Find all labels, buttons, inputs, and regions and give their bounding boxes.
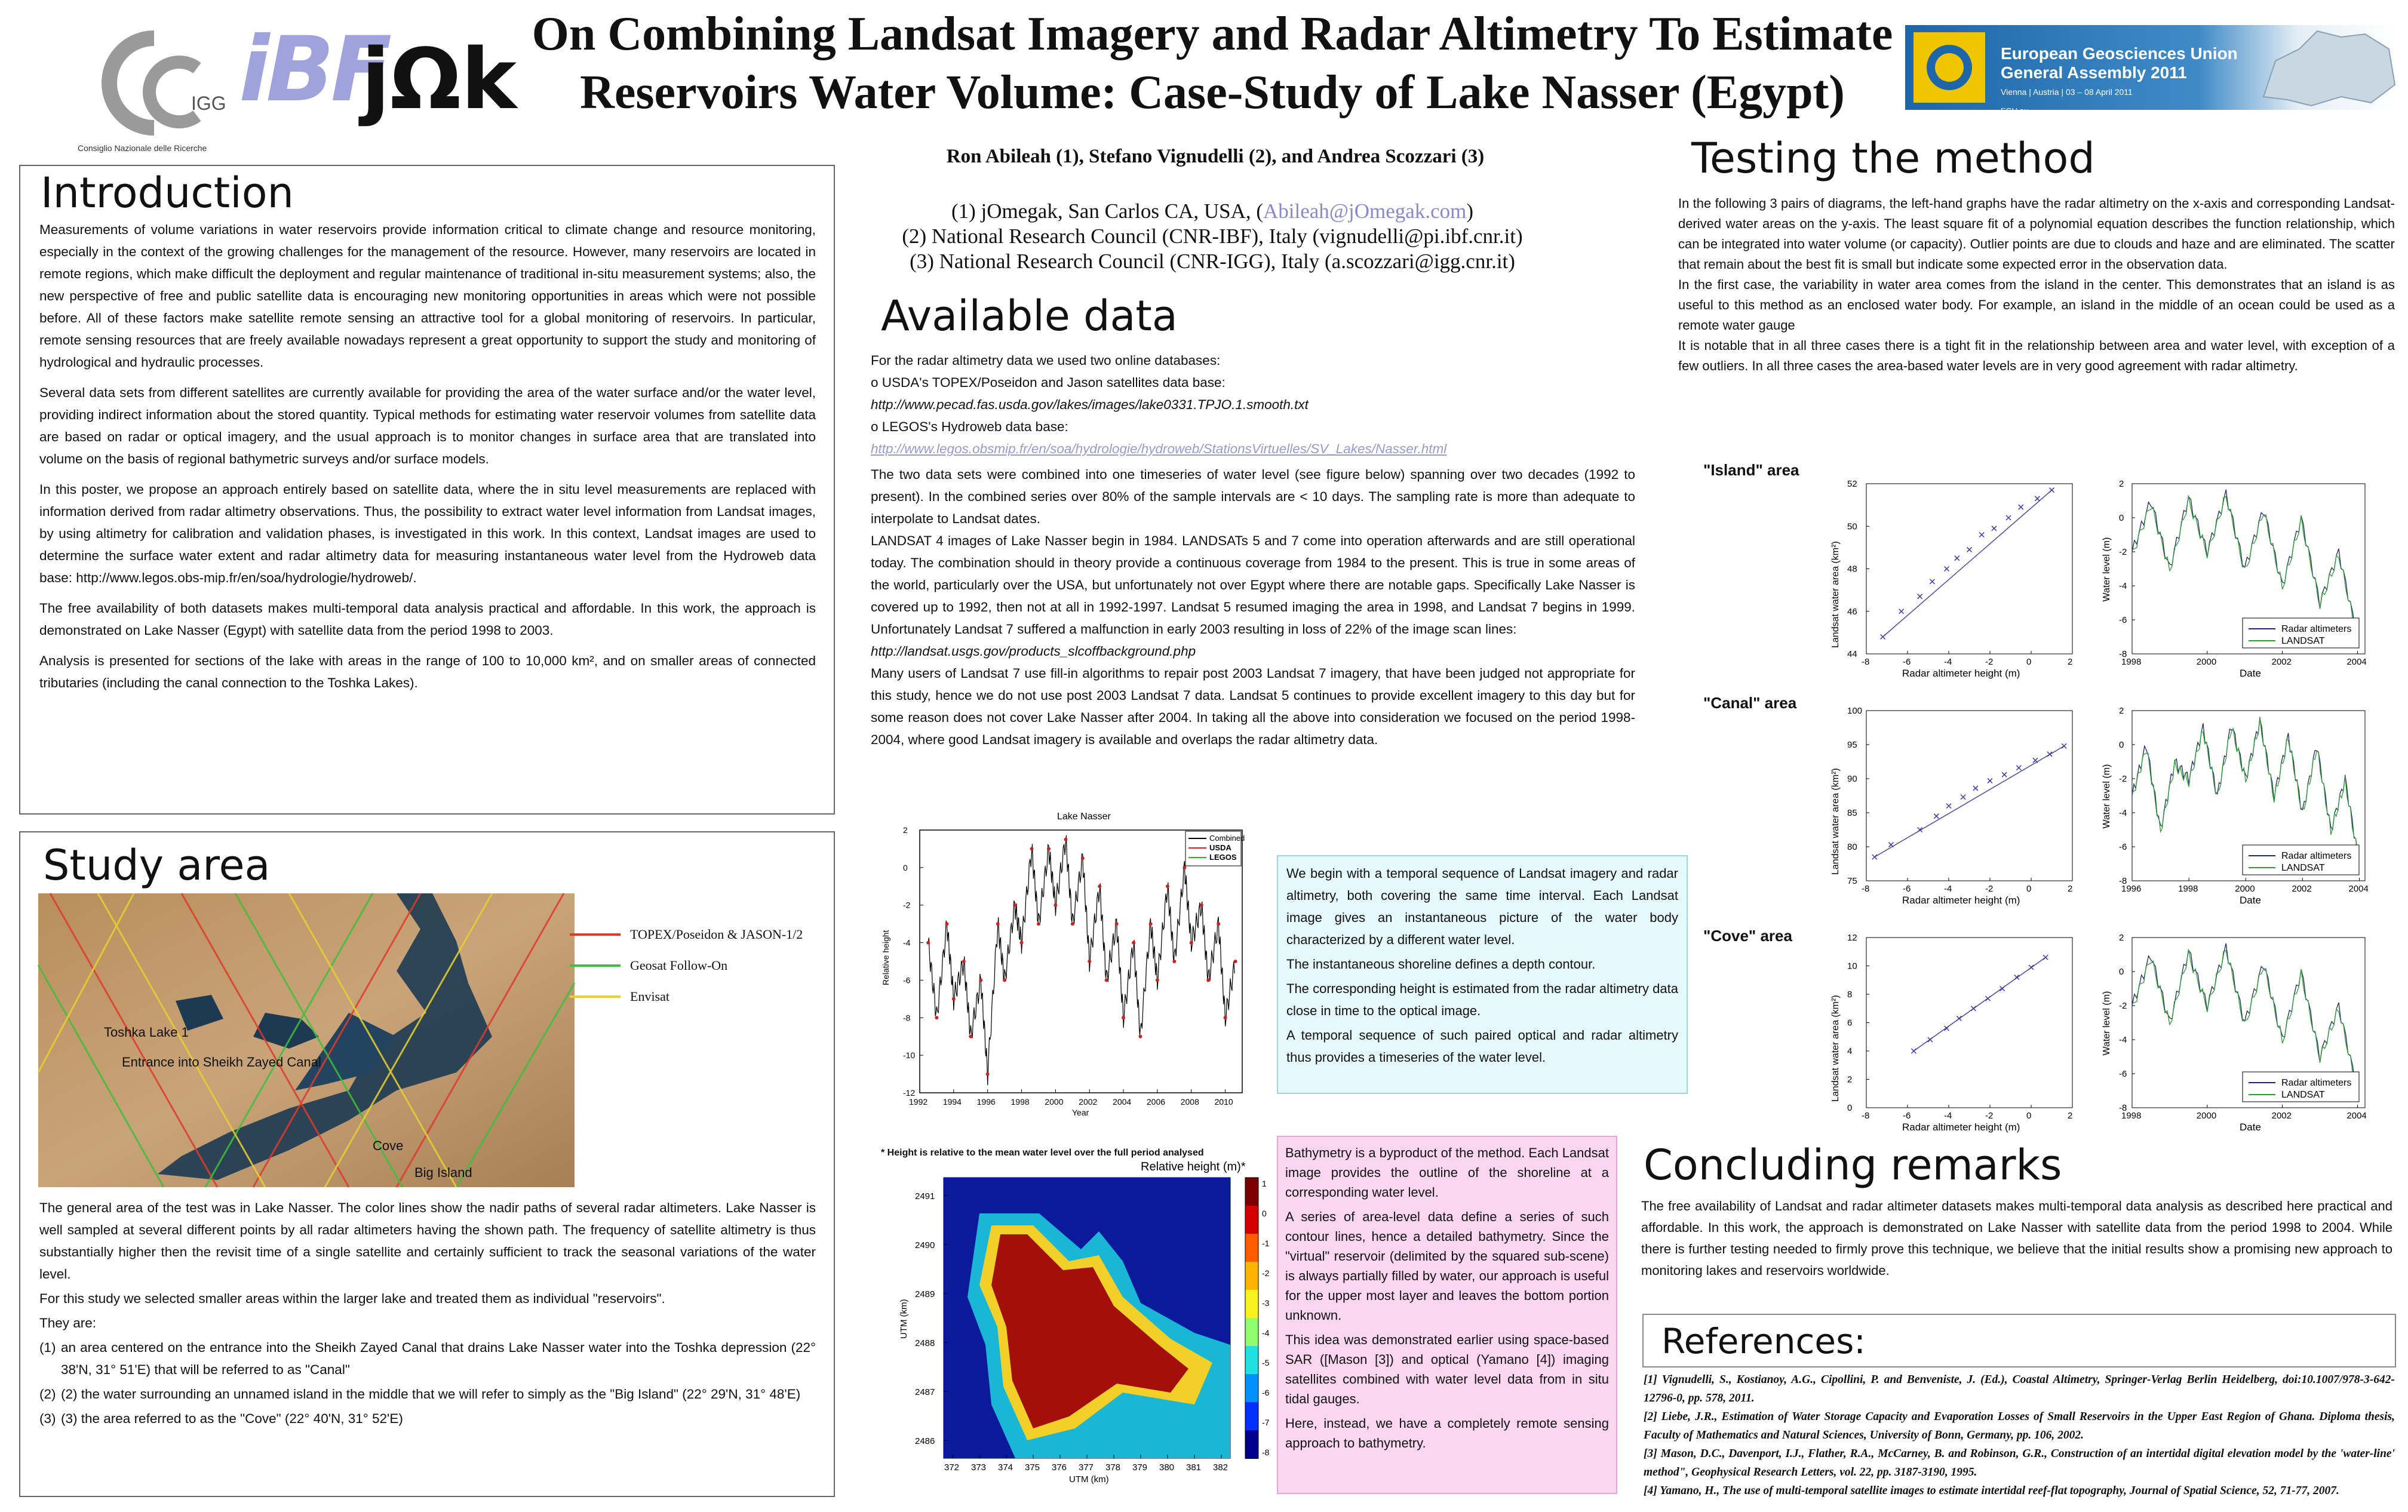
colorbar-tick-label: -3 <box>1262 1298 1270 1308</box>
data-point <box>1122 1016 1125 1019</box>
data-point <box>1013 903 1016 907</box>
x-tick-label: 1992 <box>909 1097 928 1107</box>
references-heading: References: <box>1661 1321 1866 1362</box>
y-tick-label: 46 <box>1847 606 1857 617</box>
y-tick-label: 48 <box>1847 564 1857 574</box>
x-tick-label: 2000 <box>1045 1097 1064 1107</box>
legend-swatch <box>570 964 621 967</box>
legend-label: LANDSAT <box>2281 863 2325 873</box>
legend-label: USDA <box>1209 843 1231 852</box>
x-axis-label: Date <box>2240 668 2261 679</box>
data-point <box>1217 922 1220 926</box>
y-tick-label: 44 <box>1847 649 1857 659</box>
data-point <box>935 1016 938 1019</box>
x-tick-label: 2004 <box>2346 1111 2367 1121</box>
island-row-label: "Island" area <box>1703 461 1799 479</box>
data-point <box>1166 884 1169 888</box>
data-point <box>1037 922 1040 926</box>
x-tick-label: 380 <box>1159 1462 1175 1473</box>
data-point <box>969 1035 972 1038</box>
map-label: Cove <box>373 1138 404 1153</box>
map-label: Big Island <box>414 1165 472 1180</box>
x-axis-label: Radar altimeter height (m) <box>1902 668 2020 679</box>
x-tick-label: 0 <box>2026 1111 2032 1121</box>
x-tick-label: 1996 <box>976 1097 996 1107</box>
data-point <box>1054 903 1057 907</box>
colorbar-tick-label: -5 <box>1262 1358 1270 1367</box>
data-point <box>952 997 956 1001</box>
study-paragraph: For this study we selected smaller areas within the larger lake and treated them as individual "reservoirs". <box>39 1291 665 1306</box>
x-axis-label: Date <box>2240 1121 2261 1133</box>
plot-area <box>1866 484 2072 654</box>
x-tick-label: 375 <box>1025 1462 1040 1473</box>
canal-row-label: "Canal" area <box>1703 694 1797 712</box>
x-tick-label: -2 <box>1985 1111 1994 1121</box>
data-paragraph: Many users of Landsat 7 use fill-in algorithms to repair post 2003 Landsat 7 imagery, that have been judged not appropriate for this study, hence we do not use post 2003 Landsat 7 data. Landsat 5 continues to provide excellent imagery to this day but for some reason does not cover Lake Nasser after 2004. In taking all the above into consideration we focused on the period 1998-2004, where good Landsat imagery is available and overlaps the radar altimetry data. <box>871 666 1635 747</box>
usda-link[interactable]: http://www.pecad.fas.usda.gov/lakes/images/lake0331.TPJO.1.smooth.txt <box>871 397 1309 412</box>
y-tick-label: 0 <box>903 862 908 872</box>
x-tick-label: 2002 <box>1079 1097 1098 1107</box>
x-tick-label: -2 <box>1985 657 1994 667</box>
y-tick-label: 0 <box>2119 740 2124 750</box>
y-tick-label: 2 <box>2119 706 2124 716</box>
data-point <box>1224 1016 1227 1019</box>
legos-link[interactable]: http://www.legos.obsmip.fr/en/soa/hydrologie/hydroweb/StationsVirtuelles/SV_Lakes/Nasser.html <box>871 441 1447 456</box>
x-axis-label: UTM (km) <box>1069 1474 1109 1485</box>
data-line: For the radar altimetry data we used two online databases: <box>871 353 1221 368</box>
colorbar-title: Relative height (m)* <box>1141 1160 1246 1173</box>
x-tick-label: -4 <box>1944 1111 1952 1121</box>
x-axis-label: Year <box>1072 1108 1089 1117</box>
colorbar-tick-label: -2 <box>1262 1268 1270 1278</box>
egu-tag: EGU.eu <box>2001 106 2029 115</box>
egu-subtitle: General Assembly 2011 <box>2001 63 2187 82</box>
y-tick-label: -8 <box>2119 1103 2127 1113</box>
bathymetry-paragraph: Bathymetry is a byproduct of the method. Each Landsat image provides the outline of the shoreline at a corresponding water level. <box>1285 1145 1609 1200</box>
introduction-panel <box>19 165 835 815</box>
island-scatter-chart <box>1810 472 2090 693</box>
reference-item: [1] Vignudelli, S., Kostianoy, A.G., Cipollini, P. and Benveniste, J. (Ed.), Coastal Altimetry, Springer-Verlag Berlin Heidelberg, doi:10.1007/978-3-642-12796-0, pp. 578, 2011. <box>1644 1373 2395 1405</box>
data-point <box>1098 884 1101 888</box>
y-tick-label: -10 <box>903 1050 916 1061</box>
y-tick-label: 50 <box>1847 521 1857 532</box>
concluding-heading: Concluding remarks <box>1644 1141 2062 1190</box>
legend-label: Radar altimeters <box>2281 624 2352 634</box>
colorbar-segment <box>1245 1430 1258 1459</box>
chart-title: Lake Nasser <box>1057 812 1111 822</box>
x-tick-label: 1998 <box>1010 1097 1030 1107</box>
x-tick-label: -4 <box>1944 657 1952 667</box>
x-tick-label: 2004 <box>1113 1097 1132 1107</box>
poster-title-line1: On Combining Landsat Imagery and Radar Altimetry To Estimate <box>532 8 1893 60</box>
y-tick-label: 95 <box>1847 740 1857 750</box>
colorbar-segment <box>1245 1346 1258 1375</box>
chart-legend <box>1185 831 1245 866</box>
data-point <box>996 922 1000 926</box>
x-tick-label: 2000 <box>2196 657 2217 667</box>
igg-caption: Consiglio Nazionale delle Ricerche <box>78 143 207 153</box>
canal-level-chart <box>2096 699 2383 920</box>
colorbar-segment <box>1245 1262 1258 1290</box>
reference-item: [2] Liebe, J.R., Estimation of Water Storage Capacity and Evaporation Losses of Small Reservoirs in the Upper East Region of Ghana. Diploma thesis, Faculty of Mathematics and Natural Sciences, University of Bonn, Germany, pp. 106, 2002. <box>1644 1410 2395 1442</box>
y-tick-label: 6 <box>1847 1018 1853 1028</box>
y-tick-label: 2490 <box>915 1240 935 1250</box>
y-tick-label: 100 <box>1847 706 1863 716</box>
x-tick-label: -4 <box>1944 884 1952 894</box>
colorbar-segment <box>1245 1206 1258 1234</box>
y-tick-label: 0 <box>2119 513 2124 523</box>
y-tick-label: -8 <box>903 1013 911 1023</box>
bathymetry-description-box <box>1277 1136 1617 1494</box>
europe-map-graphic <box>2252 25 2396 110</box>
y-tick-label: 2486 <box>915 1436 935 1446</box>
legend-label: Radar altimeters <box>2281 851 2352 861</box>
plot-area <box>1866 711 2072 881</box>
poster-title-line2: Reservoirs Water Volume: Case-Study of Lake Nasser (Egypt) <box>580 66 1845 119</box>
legend-item <box>570 919 803 950</box>
cove-row-label: "Cove" area <box>1703 927 1792 945</box>
x-tick-label: 1998 <box>2121 657 2142 667</box>
colorbar-tick-label: 0 <box>1262 1209 1267 1218</box>
x-tick-label: 381 <box>1186 1462 1202 1473</box>
legend-swatch <box>570 933 621 936</box>
affiliation-2: (2) National Research Council (CNR-IBF), Italy (vignudelli@pi.ibf.cnr.it) <box>902 225 1523 248</box>
intro-paragraph: The free availability of both datasets makes multi-temporal data analysis practical and affordable. In this work, the approach is demonstrated on Lake Nasser (Egypt) with satellite data from the period 1998 to 2003. <box>39 601 816 638</box>
affiliation-3: (3) National Research Council (CNR-IGG), Italy (a.scozzari@igg.cnr.it) <box>910 250 1515 273</box>
affiliation-1: (1) jOmegak, San Carlos CA, USA, (Abileah@jOmegak.com) <box>951 199 1473 223</box>
data-point <box>962 960 966 963</box>
testing-paragraph: In the following 3 pairs of diagrams, the left-hand graphs have the radar altimetry on the x-axis and corresponding Landsat-derived water areas on the y-axis. The least square fit of a polynomial equation describes the function relationship, which can be integrated into water volume (or capacity). Outlier points are due to clouds and haze and are eliminated. The scatter that remain about the best fit is small but indicate some expected error in the observation data. <box>1678 196 2395 272</box>
egu-title: European Geosciences Union <box>2001 44 2238 63</box>
authors: Ron Abileah (1), Stefano Vignudelli (2), and Andrea Scozzari (3) <box>946 146 1485 167</box>
data-point <box>1156 978 1159 982</box>
x-tick-label: -2 <box>1985 884 1994 894</box>
method-paragraph: The corresponding height is estimated from the radar altimetry data close in time to the optical image. <box>1286 981 1678 1018</box>
y-tick-label: 2488 <box>915 1338 935 1348</box>
y-axis-label: Landsat water area (km²) <box>1830 995 1841 1102</box>
map-legend <box>570 919 803 1012</box>
legend-label: TOPEX/Poseidon & JASON-1/2 <box>630 927 803 942</box>
data-point <box>1003 978 1006 982</box>
x-tick-label: 1994 <box>942 1097 962 1107</box>
y-axis-label: Landsat water area (km²) <box>1830 541 1841 648</box>
y-tick-label: -4 <box>903 938 911 948</box>
cove-level-chart <box>2096 926 2383 1147</box>
island-level-chart <box>2096 472 2383 693</box>
colorbar-segment <box>1245 1402 1258 1431</box>
x-tick-label: 372 <box>944 1462 960 1473</box>
y-tick-label: 12 <box>1847 933 1857 943</box>
egu-emblem <box>1914 32 1985 103</box>
method-description-box <box>1277 855 1688 1094</box>
list-text: (2) the water surrounding an unnamed island in the middle that we will refer to simply as the "Big Island" (22° 29'N, 31° 48'E) <box>61 1387 801 1402</box>
y-tick-label: 90 <box>1847 774 1857 784</box>
x-tick-label: 2 <box>2068 884 2073 894</box>
data-point <box>1020 941 1024 945</box>
data-point <box>1115 922 1119 926</box>
bathymetry-paragraph: A series of area-level data define a series of such contour lines, hence a detailed bathymetry. Since the "virtual" reservoir (delimited by the squared sub-scene) is always partially filled by water, our approach is useful for the upper most layer and leaves the bottom portion unknown. <box>1285 1209 1609 1323</box>
x-tick-label: 0 <box>2026 657 2032 667</box>
colorbar-segment <box>1245 1178 1258 1206</box>
bathymetry-surface <box>944 1178 1230 1458</box>
y-tick-label: -2 <box>2119 547 2127 557</box>
data-point <box>1088 960 1091 963</box>
data-point <box>1081 856 1085 860</box>
list-number: (2) <box>39 1387 56 1402</box>
data-point <box>1105 978 1108 982</box>
y-axis-label: Relative height <box>881 930 890 985</box>
method-paragraph: The instantaneous shoreline defines a depth contour. <box>1286 957 1596 972</box>
chart-legend <box>2243 618 2359 648</box>
x-axis-label: Date <box>2240 895 2261 906</box>
intro-paragraph: Measurements of volume variations in water reservoirs provide information critical to climate change and resource monitoring, especially in the context of the growing challenges for the management of the resource. However, many reservoirs are located in remote regions, which make difficult the deployment and regular maintenance of traditional in-situ measurement systems; also, the new perspective of free and public satellite data is encouraging new monitoring opportunities in areas which were not possible before. All of these factors make satellite remote sensing an attractive tool for a global monitoring of reservoirs. In particular, remote sensing resources that are freely available nowadays represent a great opportunity to support the study and monitoring of hydrological and hydraulic processes. <box>39 222 816 370</box>
study-list-item <box>39 1383 816 1405</box>
y-tick-label: 2491 <box>915 1191 935 1201</box>
reference-item: [3] Mason, D.C., Davenport, I.J., Flather, R.A., McCarney, B. and Robinson, G.R., Construction of an intertidal digital elevation model by the 'water-line' method", Geophysical Research Letters, vol. 22, pp. 3187-3190, 1995. <box>1644 1448 2395 1479</box>
x-tick-label: 2008 <box>1180 1097 1199 1107</box>
y-tick-label: -2 <box>2119 1001 2127 1011</box>
colorbar-tick-label: -1 <box>1262 1239 1270 1248</box>
study-list-item <box>39 1336 816 1381</box>
data-point <box>945 922 948 926</box>
y-tick-label: -4 <box>2119 581 2127 591</box>
colorbar-segment <box>1245 1318 1258 1347</box>
igg-logo-text: IGG <box>191 93 226 114</box>
method-paragraph: A temporal sequence of such paired optical and radar altimetry thus provides a timeseries of the water level. <box>1286 1028 1678 1065</box>
legend-label: Envisat <box>630 989 669 1004</box>
data-line: o USDA's TOPEX/Poseidon and Jason satellites data base: <box>871 375 1226 390</box>
y-tick-label: 52 <box>1847 479 1857 489</box>
data-point <box>1047 847 1051 850</box>
data-point <box>1182 866 1186 869</box>
jok-logo: jΩk <box>361 31 517 128</box>
data-line: o LEGOS's Hydroweb data base: <box>871 419 1068 434</box>
available-data-heading: Available data <box>881 291 1178 340</box>
x-tick-label: 2 <box>2068 657 2073 667</box>
y-tick-label: 4 <box>1847 1046 1853 1056</box>
legend-label: Combined <box>1209 834 1245 843</box>
method-paragraph: We begin with a temporal sequence of Landsat imagery and radar altimetry, both covering the same time interval. Each Landsat image gives an instantaneous picture of the water body characterized by a different water level. <box>1286 866 1678 947</box>
ibf-logo: iBF <box>239 18 389 122</box>
legend-item <box>570 950 803 981</box>
data-point <box>1234 960 1237 963</box>
x-tick-label: 2010 <box>1214 1097 1233 1107</box>
x-tick-label: 1998 <box>2178 884 2198 894</box>
data-paragraph: LANDSAT 4 images of Lake Nasser begin in 1984. LANDSATs 5 and 7 come into operation afterwards and are still operational today. The combination should in theory provide a continuous coverage from 1984 to the present. This is true in some areas of the world, particularly over the USA, but unfortunately not over Egypt where there are notable gaps. Specifically Lake Nasser is covered up to 1992, then not at all in 1992-1997. Landsat 5 resumed imaging the area in 1998, and Landsat 7 begins in 1999. Unfortunately Landsat 7 suffered a malfunction in early 2003 resulting in loss of 22% of the image scan lines: <box>871 533 1635 637</box>
y-tick-label: -4 <box>2119 1035 2127 1045</box>
data-paragraph: The two data sets were combined into one timeseries of water level (see figure below) spanning over two decades (1992 to present). In the combined series over 80% of the sample intervals are < 10 days. The sampling rate is more than adequate to interpolate to Landsat dates. <box>871 467 1635 526</box>
y-axis-label: Water level (m) <box>2102 991 2112 1056</box>
x-tick-label: 2002 <box>2271 1111 2292 1121</box>
y-axis-label: Water level (m) <box>2102 537 2112 602</box>
legend-label: LEGOS <box>1209 853 1237 862</box>
x-tick-label: -6 <box>1903 657 1911 667</box>
y-tick-label: 80 <box>1847 842 1857 852</box>
y-tick-label: -8 <box>2119 876 2127 886</box>
y-tick-label: 2 <box>2119 479 2124 489</box>
y-tick-label: -2 <box>903 900 911 910</box>
list-text: (3) the area referred to as the "Cove" (22° 40'N, 31° 52'E) <box>61 1411 403 1426</box>
study-area-heading: Study area <box>43 841 271 890</box>
cove-scatter-chart <box>1810 926 2090 1147</box>
legend-label: LANDSAT <box>2281 636 2325 646</box>
data-point <box>1132 941 1135 945</box>
data-point <box>1206 978 1210 982</box>
bathymetry-paragraph: This idea was demonstrated earlier using space-based SAR ([Mason [3]) and optical (Yamano [4]) imaging satellites combined with water level data from in situ tidal gauges. <box>1285 1332 1609 1406</box>
x-tick-label: 377 <box>1079 1462 1094 1473</box>
data-point <box>1071 922 1074 926</box>
chart-legend <box>2243 845 2359 875</box>
x-tick-label: 2004 <box>2346 657 2367 667</box>
lake-nasser-timeseries-chart <box>872 806 1266 1141</box>
y-tick-label: -6 <box>2119 1069 2127 1079</box>
reference-item: [4] Yamano, H., The use of multi-temporal satellite images to estimate intertidal reef-flat topography, Journal of Spatial Science, 52, 71-77, 2007. <box>1644 1485 2339 1497</box>
x-tick-label: 376 <box>1052 1462 1067 1473</box>
legend-label: Radar altimeters <box>2281 1078 2352 1088</box>
list-text: an area centered on the entrance into the Sheikh Zayed Canal that drains Lake Nasser water into the Toshka depression (22° 38'N, 31° 51'E) that will be referred to as "Canal" <box>61 1340 816 1377</box>
bathymetry-map <box>848 1147 1278 1499</box>
x-tick-label: -8 <box>1862 884 1870 894</box>
map-label: Entrance into Sheikh Zayed Canal <box>122 1055 321 1070</box>
x-axis-label: Radar altimeter height (m) <box>1902 1121 2020 1133</box>
x-tick-label: 0 <box>2026 884 2032 894</box>
concluding-text: The free availability of Landsat and radar altimeter datasets makes multi-temporal data analysis as described here practical and affordable. In this work, the approach is demonstrated on Lake Nasser with satellite data from the period 1998 to 2004. While there is further testing needed to firmly prove this technique, we believe that the initial results show a promising new approach to monitoring lakes and reservoirs worldwide. <box>1641 1198 2392 1278</box>
legend-item <box>570 981 803 1012</box>
study-list-item <box>39 1407 816 1430</box>
plot-area <box>1866 938 2072 1108</box>
y-axis-label: Landsat water area (km²) <box>1830 768 1841 875</box>
list-number: (3) <box>39 1411 56 1426</box>
email-link[interactable]: Abileah@jOmegak.com <box>1263 199 1467 223</box>
testing-paragraph: It is notable that in all three cases there is a tight fit in the relationship between area and water level, with exception of a few outliers. In all three cases the area-based water levels are in very good agreement with radar altimetry. <box>1678 338 2395 373</box>
bathymetry-note: * Height is relative to the mean water level over the full period analysed <box>881 1148 1204 1158</box>
y-tick-label: 2489 <box>915 1289 935 1299</box>
x-tick-label: 2002 <box>2271 657 2292 667</box>
egu-date: Vienna | Austria | 03 – 08 April 2011 <box>2001 87 2133 97</box>
bathymetry-paragraph: Here, instead, we have a completely remote sensing approach to bathymetry. <box>1285 1416 1609 1450</box>
colorbar-tick-label: -4 <box>1262 1328 1270 1338</box>
colorbar-segment <box>1245 1374 1258 1403</box>
y-tick-label: -8 <box>2119 649 2127 659</box>
x-tick-label: 2004 <box>2348 884 2369 894</box>
x-tick-label: 2002 <box>2292 884 2312 894</box>
x-tick-label: 1998 <box>2121 1111 2142 1121</box>
x-tick-label: 374 <box>998 1462 1013 1473</box>
intro-paragraph: Analysis is presented for sections of the lake with areas in the range of 100 to 10,000 km², and on smaller areas of connected tributaries (including the canal connection to the Toshka Lakes). <box>39 653 816 690</box>
y-tick-label: 75 <box>1847 876 1857 886</box>
x-tick-label: 379 <box>1132 1462 1148 1473</box>
y-tick-label: 8 <box>1847 989 1853 1000</box>
y-tick-label: 10 <box>1847 961 1857 972</box>
igg-logo <box>78 26 233 153</box>
introduction-heading: Introduction <box>41 168 294 217</box>
data-point <box>1030 847 1034 850</box>
y-tick-label: 0 <box>1847 1103 1853 1113</box>
map-label: Toshka Lake 1 <box>104 1025 189 1040</box>
intro-paragraph: Several data sets from different satellites are currently available for providing the area of the water surface and/or the water level, providing indirect information about the stored quantity. Typical methods for estimating water reservoir volumes from satellite data are based on radar or optical imagery, and the usual approach is to monitor changes in surface area that are translated into volume on the basis of regional bathymetric surveys and/or surface models. <box>39 385 816 466</box>
landsat-link[interactable]: http://landsat.usgs.gov/products_slcoffbackground.php <box>871 644 1196 659</box>
y-axis-label: Water level (m) <box>2102 764 2112 829</box>
y-axis-label: UTM (km) <box>899 1299 909 1339</box>
colorbar-tick-label: -7 <box>1262 1418 1270 1427</box>
x-tick-label: -6 <box>1903 1111 1911 1121</box>
x-axis-label: Radar altimeter height (m) <box>1902 895 2020 906</box>
testing-paragraph: In the first case, the variability in water area comes from the island in the center. This demonstrates that an island is as useful to this method as an enclosed water body. For example, an island in the middle of an ocean could be used as a remote water gauge <box>1678 277 2395 333</box>
x-tick-label: 2000 <box>2235 884 2255 894</box>
data-point <box>1138 1035 1142 1038</box>
study-paragraph: They are: <box>39 1316 97 1330</box>
egu-banner <box>1905 25 2396 115</box>
x-tick-label: 373 <box>971 1462 987 1473</box>
data-point <box>1064 838 1067 841</box>
y-tick-label: 2 <box>2119 933 2124 943</box>
igg-logo-mark <box>84 26 233 152</box>
list-number: (1) <box>39 1340 56 1355</box>
y-tick-label: 2 <box>903 825 908 835</box>
y-tick-label: -4 <box>2119 808 2127 818</box>
testing-heading: Testing the method <box>1691 134 2095 183</box>
x-tick-label: -6 <box>1903 884 1911 894</box>
data-point <box>926 941 930 945</box>
x-tick-label: 1996 <box>2121 884 2142 894</box>
legend-label: LANDSAT <box>2281 1090 2325 1100</box>
y-tick-label: -6 <box>2119 615 2127 625</box>
x-tick-label: 378 <box>1105 1462 1121 1473</box>
y-tick-label: 2 <box>1847 1074 1853 1085</box>
y-tick-label: 85 <box>1847 808 1857 818</box>
y-tick-label: -2 <box>2119 774 2127 784</box>
x-tick-label: 382 <box>1213 1462 1228 1473</box>
colorbar-tick-label: 1 <box>1262 1179 1267 1188</box>
colorbar-tick-label: -6 <box>1262 1388 1270 1397</box>
data-point <box>986 1072 990 1076</box>
y-tick-label: -12 <box>903 1088 916 1098</box>
study-paragraph: The general area of the test was in Lake Nasser. The color lines show the nadir paths of several radar altimeters. Lake Nasser is well sampled at several different points by all radar altimeters having the shown path. The frequency of satellite altimetry is thus substantially higher then the revisit time of a single satellite and certainly sufficient to track the seasonal variations of the water level. <box>39 1200 816 1281</box>
intro-paragraph: In this poster, we propose an approach entirely based on satellite data, where the in situ level measurements are replaced with information derived from radar altimetry observations. Thus, the possibility to extract water level information from Landsat images, by using altimetry for calibration and validation phases, is investigated in this work. In this context, Landsat images are used to determine the surface water extent and radar altimetry data for measuring instantaneous water level from the Hydroweb data base: http://www.legos.obs-mip.fr/en/soa/hydrologie/hydroweb/. <box>39 482 816 585</box>
y-tick-label: -6 <box>2119 842 2127 852</box>
x-tick-label: 2006 <box>1146 1097 1166 1107</box>
data-point <box>1190 941 1193 945</box>
x-tick-label: 2 <box>2068 1111 2073 1121</box>
data-point <box>1172 960 1176 963</box>
colorbar-segment <box>1245 1234 1258 1262</box>
x-tick-label: 2000 <box>2196 1111 2217 1121</box>
legend-label: Geosat Follow-On <box>630 958 728 973</box>
canal-scatter-chart <box>1810 699 2090 920</box>
colorbar-segment <box>1245 1290 1258 1319</box>
colorbar-tick-label: -8 <box>1262 1448 1270 1457</box>
x-tick-label: -8 <box>1862 657 1870 667</box>
data-point <box>1200 903 1203 907</box>
legend-swatch <box>570 995 621 998</box>
data-point <box>1149 922 1153 926</box>
study-area-panel <box>19 831 835 1497</box>
y-tick-label: 2487 <box>915 1387 935 1397</box>
data-point <box>979 978 982 982</box>
chart-legend <box>2243 1072 2359 1102</box>
x-tick-label: -8 <box>1862 1111 1870 1121</box>
study-area-map <box>38 893 575 1187</box>
y-tick-label: -6 <box>903 975 911 985</box>
y-tick-label: 0 <box>2119 967 2124 977</box>
references-panel <box>1642 1314 2396 1367</box>
